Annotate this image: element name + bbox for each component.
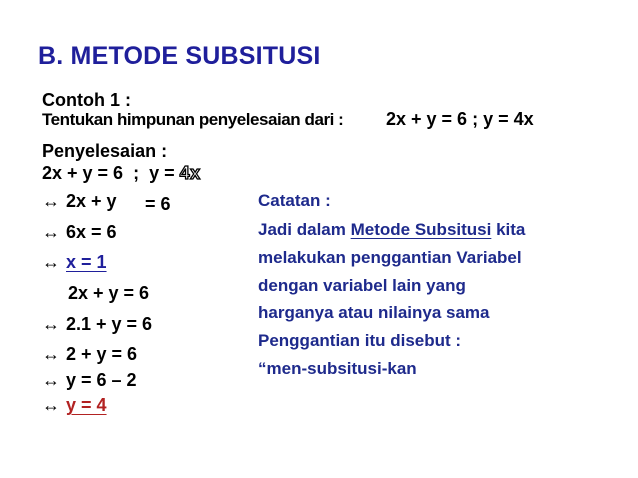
equivalence-arrow-icon: ↔ bbox=[42, 252, 60, 272]
note-method-link: Metode Subsitusi bbox=[350, 220, 492, 239]
step-5-text: 2.1 + y = 6 bbox=[66, 314, 153, 334]
step-7 bbox=[42, 370, 137, 391]
step-3 bbox=[42, 252, 107, 273]
step-6 bbox=[42, 344, 137, 365]
solution-label: Penyelesaian : bbox=[42, 141, 168, 161]
answer-x: x = 1 bbox=[66, 252, 107, 272]
example-label: Contoh 1 : bbox=[42, 90, 131, 110]
step-1-right: = 6 bbox=[145, 194, 171, 214]
given-equations bbox=[42, 163, 201, 184]
problem-equations: 2x + y = 6 ; y = 4x bbox=[386, 109, 534, 129]
given-highlight: 4x bbox=[179, 163, 201, 183]
note-line-1-post: kita bbox=[491, 220, 526, 239]
note-line-1-pre: Jadi dalam bbox=[258, 220, 351, 239]
step-1-left: 2x + y bbox=[66, 191, 117, 211]
step-7-text: y = 6 – 2 bbox=[66, 370, 137, 390]
step-2-text: 6x = 6 bbox=[66, 222, 117, 242]
note-line-3: dengan variabel lain yang bbox=[258, 276, 466, 295]
note-line-4: harganya atau nilainya sama bbox=[258, 303, 490, 322]
note-line-5: Penggantian itu disebut : bbox=[258, 331, 462, 350]
step-4: 2x + y = 6 bbox=[68, 283, 150, 303]
equivalence-arrow-icon: ↔ bbox=[42, 314, 60, 334]
note-line-1 bbox=[258, 220, 525, 240]
equivalence-arrow-icon: ↔ bbox=[42, 344, 60, 364]
step-6-text: 2 + y = 6 bbox=[66, 344, 138, 364]
step-2 bbox=[42, 222, 117, 243]
answer-y: y = 4 bbox=[66, 395, 107, 415]
note-heading: Catatan : bbox=[258, 191, 331, 210]
step-8 bbox=[42, 395, 107, 416]
equivalence-arrow-icon: ↔ bbox=[42, 395, 60, 415]
equivalence-arrow-icon: ↔ bbox=[42, 222, 60, 242]
note-line-6: “men-subsitusi-kan bbox=[258, 359, 417, 378]
note-line-2: melakukan penggantian Variabel bbox=[258, 248, 522, 267]
equivalence-arrow-icon: ↔ bbox=[42, 191, 60, 211]
problem-prompt: Tentukan himpunan penyelesaian dari : bbox=[42, 110, 344, 129]
page-title: B. METODE SUBSITUSI bbox=[38, 42, 321, 70]
step-1 bbox=[42, 191, 117, 212]
equivalence-arrow-icon: ↔ bbox=[42, 370, 60, 390]
step-5 bbox=[42, 314, 152, 335]
given-text: 2x + y = 6 ; y = bbox=[42, 163, 180, 183]
